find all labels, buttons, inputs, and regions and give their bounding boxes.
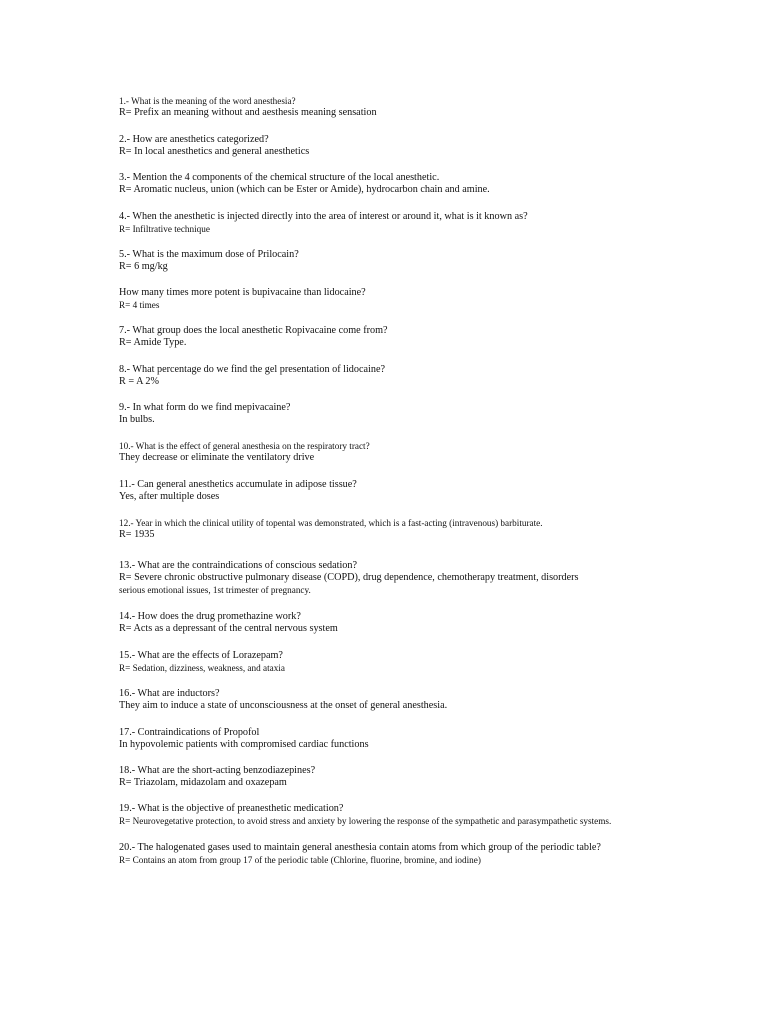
qa-item-7 <box>119 325 719 349</box>
qa-item-1 <box>119 95 719 119</box>
answer-6: R= 4 times <box>119 300 160 310</box>
question-3: 3.- Mention the 4 components of the chemical structure of the local anesthetic. <box>119 172 440 183</box>
question-19: 19.- What is the objective of preanesthetic medication? <box>119 803 344 814</box>
question-8: 8.- What percentage do we find the gel presentation of lidocaine? <box>119 364 385 375</box>
answer-8: R = A 2% <box>119 376 159 387</box>
qa-item-20 <box>119 842 719 866</box>
question-2: 2.- How are anesthetics categorized? <box>119 134 269 145</box>
answer-2: R= In local anesthetics and general anesthetics <box>119 146 310 157</box>
qa-item-5 <box>119 249 719 273</box>
answer-7: R= Amide Type. <box>119 337 187 348</box>
qa-item-15 <box>119 650 719 674</box>
answer-16: They aim to induce a state of unconsciousness at the onset of general anesthesia. <box>119 700 448 711</box>
question-18: 18.- What are the short-acting benzodiazepines? <box>119 765 316 776</box>
question-6: How many times more potent is bupivacaine than lidocaine? <box>119 287 366 298</box>
question-9: 9.- In what form do we find mepivacaine? <box>119 402 291 413</box>
answer-14: R= Acts as a depressant of the central nervous system <box>119 623 338 634</box>
question-13: 13.- What are the contraindications of conscious sedation? <box>119 560 358 571</box>
answer-10: They decrease or eliminate the ventilatory drive <box>119 452 315 463</box>
answer-20: R= Contains an atom from group 17 of the periodic table (Chlorine, fluorine, bromine, and iodine) <box>119 855 481 865</box>
qa-item-13 <box>119 560 719 596</box>
qa-item-18 <box>119 765 719 789</box>
qa-item-3 <box>119 172 719 196</box>
answer-1: R= Prefix an meaning without and aesthesis meaning sensation <box>119 107 377 118</box>
question-4: 4.- When the anesthetic is injected directly into the area of interest or around it, what is it known as? <box>119 211 528 222</box>
answer-11: Yes, after multiple doses <box>119 491 220 502</box>
qa-item-2 <box>119 134 719 158</box>
qa-item-10 <box>119 440 719 464</box>
qa-item-8 <box>119 364 719 388</box>
qa-item-6 <box>119 287 719 311</box>
answer-19: R= Neurovegetative protection, to avoid stress and anxiety by lowering the response of the sympathetic and parasympathetic systems. <box>119 816 612 826</box>
answer-9: In bulbs. <box>119 414 155 425</box>
qa-item-14 <box>119 611 719 635</box>
answer-18: R= Triazolam, midazolam and oxazepam <box>119 777 287 788</box>
question-5: 5.- What is the maximum dose of Prilocain? <box>119 249 299 260</box>
question-11: 11.- Can general anesthetics accumulate in adipose tissue? <box>119 479 357 490</box>
qa-item-4 <box>119 211 719 235</box>
qa-item-12 <box>119 517 719 541</box>
answer-15: R= Sedation, dizziness, weakness, and ataxia <box>119 663 285 673</box>
answer-3: R= Aromatic nucleus, union (which can be Ester or Amide), hydrocarbon chain and amine. <box>119 184 490 195</box>
question-1: 1.- What is the meaning of the word anesthesia? <box>119 96 296 106</box>
question-14: 14.- How does the drug promethazine work? <box>119 611 301 622</box>
question-10: 10.- What is the effect of general anesthesia on the respiratory tract? <box>119 441 370 451</box>
qa-item-19 <box>119 803 719 827</box>
answer-4: R= Infiltrative technique <box>119 224 210 234</box>
answer-17: In hypovolemic patients with compromised cardiac functions <box>119 739 369 750</box>
qa-item-11 <box>119 479 719 503</box>
answer-5: R= 6 mg/kg <box>119 261 168 272</box>
question-7: 7.- What group does the local anesthetic Ropivacaine come from? <box>119 325 388 336</box>
question-15: 15.- What are the effects of Lorazepam? <box>119 650 283 661</box>
answer-13: R= Severe chronic obstructive pulmonary disease (COPD), drug dependence, chemotherapy treatment, disorders <box>119 572 579 583</box>
question-12: 12.- Year in which the clinical utility of topental was demonstrated, which is a fast-acting (intravenous) barbiturate. <box>119 518 543 528</box>
question-20: 20.- The halogenated gases used to maintain general anesthesia contain atoms from which group of the periodic table? <box>119 842 601 853</box>
answer-12: R= 1935 <box>119 529 155 540</box>
question-16: 16.- What are inductors? <box>119 688 220 699</box>
question-17: 17.- Contraindications of Propofol <box>119 727 260 738</box>
qa-item-17 <box>119 727 719 751</box>
qa-item-9 <box>119 402 719 426</box>
answer-13-continued: serious emotional issues, 1st trimester of pregnancy. <box>119 585 311 595</box>
qa-item-16 <box>119 688 719 712</box>
